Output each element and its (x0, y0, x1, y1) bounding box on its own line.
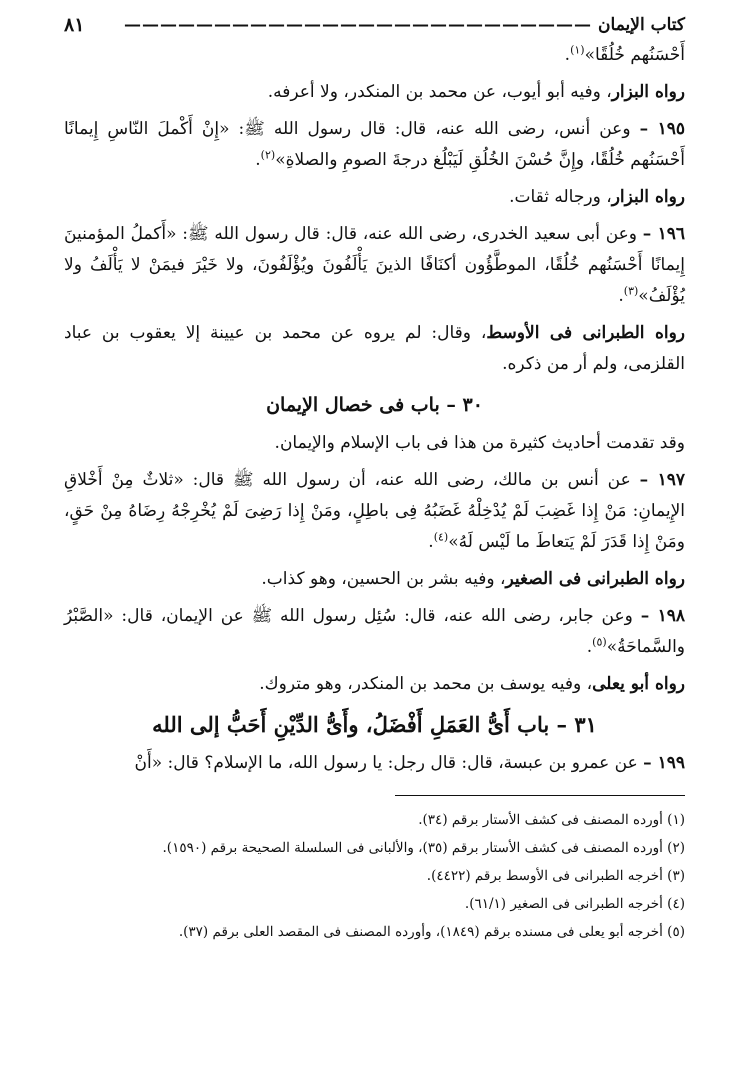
source-note: رواه الطبرانى فى الأوسط، وقال: لم يروه عن محمد بن عيينة إلا يعقوب بن عباد القلزمى، ولم أر من ذكره. (64, 323, 685, 374)
hadith-number: ١٩٥ – (639, 119, 686, 139)
footnote-ref: (١) (570, 43, 585, 57)
source-name: رواه الطبرانى فى الصغير (505, 569, 685, 589)
intro-note: وقد تقدمت أحاديث كثيرة من هذا فى باب الإسلام والإيمان. (274, 433, 685, 453)
footnote-ref: (٣) (623, 284, 639, 298)
footnote: (١) أورده المصنف فى كشف الأستار برقم (٣٤). (418, 812, 685, 828)
footnote: (٤) أخرجه الطبرانى فى الصغير (٦١/١). (464, 896, 685, 912)
hadith-198: ١٩٨ – وعن جابر، رضى الله عنه، قال: سُئِل رسول الله ﷺ عن الإيمان، قال: «الصَّبْرُ والسَّماحَةُ»$^{(٥)}$. (64, 606, 685, 657)
page-number: ٨١ (64, 14, 85, 36)
footnote: (٣) أخرجه الطبرانى فى الأوسط برقم (٤٤٢٢). (426, 868, 685, 884)
footnote-separator (395, 795, 685, 796)
source-name: رواه البزار (611, 82, 685, 102)
hadith-196: ١٩٦ – وعن أبى سعيد الخدرى، رضى الله عنه، قال: قال رسول الله ﷺ: «أَكملُ المؤمنينَ إِيمانًا أَحْسَنُهم خُلُقًا، الموطَّؤُون أكنَافًا الذينَ يَأْلَفُونَ ويُؤْلَفُونَ، ولا خَيْرَ فيمَنْ لا يَأْلَفُ ولا يُؤْلَفُ»$^{(٣)}$. (64, 224, 686, 306)
hadith-199: ١٩٩ – عن عمرو بن عبسة، قال: قال رجل: يا رسول الله، ما الإسلام؟ قال: «أَنْ (134, 753, 685, 773)
footnote-ref: (٥) (592, 635, 607, 649)
footnote: (٥) أخرجه أبو يعلى فى مسنده برقم (١٨٤٩)، وأورده المصنف فى المقصد العلى برقم (٣٧). (178, 924, 685, 940)
footnote: (٢) أورده المصنف فى كشف الأستار برقم (٣٥)، والألبانى فى السلسلة الصحيحة برقم (١٥٩٠). (162, 840, 685, 856)
chapter-heading-30: ٣٠ – باب فى خصال الإيمان (266, 394, 483, 416)
source-note: رواه الطبرانى فى الصغير، وفيه بشر بن الحسين، وهو كذاب. (261, 569, 685, 589)
footnote-ref: (٤) (433, 530, 449, 544)
footnote-ref: (٢) (260, 148, 276, 162)
hadith-number: ١٩٦ – (642, 224, 686, 244)
hadith-number: ١٩٩ – (643, 753, 685, 773)
source-note: رواه أبو يعلى، وفيه يوسف بن محمد بن المنكدر، وهو متروك. (259, 674, 685, 694)
header-rule: —————————————————————————— (124, 15, 593, 35)
source-note: رواه البزار، وفيه أبو أيوب، عن محمد بن المنكدر، ولا أعرفه. (267, 82, 685, 102)
source-name: رواه البزار (611, 187, 685, 207)
source-name: رواه أبو يعلى (592, 674, 685, 694)
hadith-195: ١٩٥ – وعن أنس، رضى الله عنه، قال: قال رسول الله ﷺ: «إِنْ أَكْملَ النّاسِ إِيمانًا أَحْسَنُهم خُلُقًا، وإِنَّ حُسْنَ الخُلُقِ لَيَبْلُغ درجةَ الصومِ والصلاةِ»$^{(٢)}$. (64, 119, 686, 170)
hadith-number: ١٩٨ – (640, 606, 685, 626)
source-name: رواه الطبرانى فى الأوسط (486, 323, 685, 343)
chapter-heading-31: ٣١ – باب أَىُّ العَمَلِ أَفْضَلُ، وأَىُّ الدِّيْنِ أَحَبُّ إلى الله (152, 712, 597, 737)
source-note: رواه البزار، ورجاله ثقات. (509, 187, 685, 207)
book-title: كتاب الإيمان (598, 15, 685, 35)
hadith-number: ١٩٧ – (639, 470, 686, 490)
footnotes (64, 806, 685, 946)
hadith-197: ١٩٧ – عن أنس بن مالك، رضى الله عنه، أن رسول الله ﷺ قال: «ثلاثٌ مِنْ أَخْلاقِ الإِيمانِ: مَنْ إِذا غَضِبَ لَمْ يُدْخِلْهُ غَضَبُهُ فِى باطِلٍ، ومَنْ إِذا رَضِىَ لَمْ يُخْرِجْهُ رِضَاهُ مِنْ حَقٍ، ومَنْ إِذا قَدَرَ لَمْ يَتعاطَ ما لَيْس لَهُ»$^{(٤)}$. (64, 470, 686, 552)
continued-text: أَحْسَنُهم خُلُقًا»$^{(١)}$. (564, 43, 685, 65)
running-header (64, 10, 685, 40)
